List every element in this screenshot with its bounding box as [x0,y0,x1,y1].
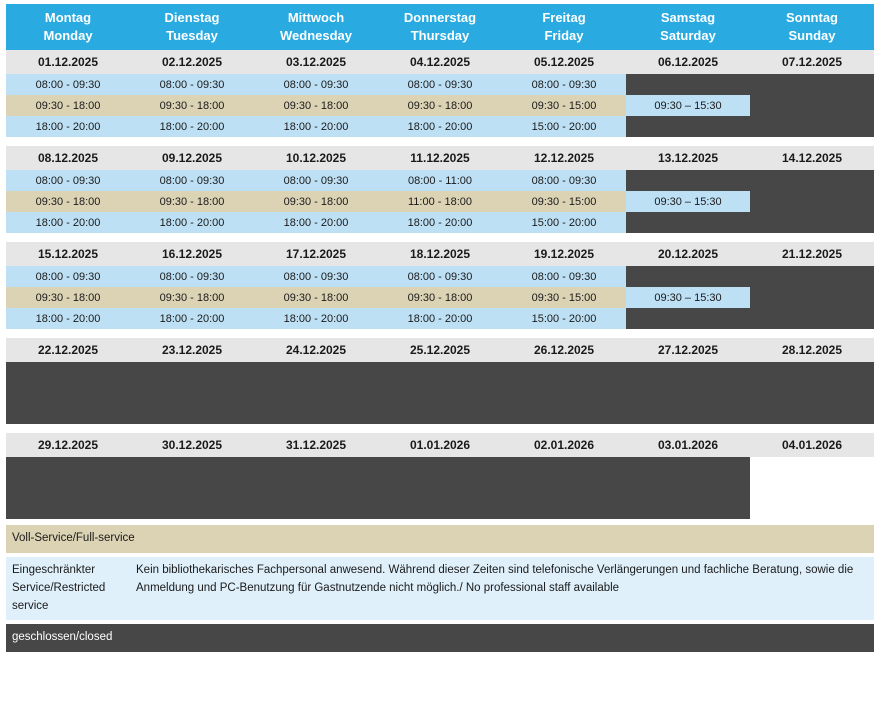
date-cell: 28.12.2025 [750,338,874,362]
slot-row [6,266,874,287]
slot-cell: 18:00 - 20:00 [378,212,502,233]
header-cell-saturday [626,4,750,50]
slot-cell: 08:00 - 09:30 [6,170,130,191]
date-cell: 25.12.2025 [378,338,502,362]
slot-cell-closed [626,308,750,329]
slot-cell: 09:30 – 15:30 [626,191,750,212]
slot-cell-closed [750,116,874,137]
date-cell: 04.12.2025 [378,50,502,74]
date-cell: 19.12.2025 [502,242,626,266]
slot-cell-closed [502,362,626,424]
slot-cell: 18:00 - 20:00 [254,212,378,233]
header-day-de: Freitag [542,10,586,25]
slot-cell: 08:00 - 09:30 [6,266,130,287]
week-spacer [6,233,874,242]
header-cell-sunday [750,4,874,50]
slot-cell: 09:30 - 18:00 [6,95,130,116]
date-cell: 24.12.2025 [254,338,378,362]
date-cell: 22.12.2025 [6,338,130,362]
date-cell: 20.12.2025 [626,242,750,266]
legend-label-full-service: Voll-Service/Full-service [6,525,874,553]
slot-cell-closed [6,457,130,519]
slot-row [6,170,874,191]
slot-cell: 08:00 - 09:30 [254,266,378,287]
slot-cell: 09:30 - 18:00 [130,95,254,116]
legend-table [6,525,874,652]
slot-cell: 09:30 – 15:30 [626,287,750,308]
slot-row [6,308,874,329]
date-cell: 17.12.2025 [254,242,378,266]
date-cell: 18.12.2025 [378,242,502,266]
opening-hours-table [6,4,874,519]
slot-cell: 09:30 - 15:00 [502,95,626,116]
slot-cell: 08:00 - 09:30 [130,266,254,287]
slot-cell: 18:00 - 20:00 [6,116,130,137]
slot-cell-closed [750,74,874,95]
slot-cell: 09:30 - 18:00 [130,191,254,212]
legend-text-restricted: Kein bibliothekarisches Fachpersonal anwesend. Während dieser Zeiten sind telefonische Verlängerungen und fachliche Beratung, sowie die Anmeldung und PC-Benutzung für Gastnutzende nicht möglich./ No professional staff available [130,557,874,620]
slot-cell: 08:00 - 09:30 [130,74,254,95]
header-day-en: Wednesday [279,27,352,43]
slot-cell: 09:30 - 18:00 [6,191,130,212]
slot-row [6,191,874,212]
closed-week-row [6,457,874,519]
date-cell: 08.12.2025 [6,146,130,170]
slot-cell-closed [626,266,750,287]
date-cell: 15.12.2025 [6,242,130,266]
slot-cell: 08:00 - 11:00 [378,170,502,191]
slot-cell-closed [254,457,378,519]
slot-cell: 09:30 – 15:30 [626,95,750,116]
slot-cell-closed [378,457,502,519]
legend-label-restricted: Eingeschränkter Service/Restricted service [6,557,130,620]
date-cell: 29.12.2025 [6,433,130,457]
date-cell: 05.12.2025 [502,50,626,74]
slot-cell: 09:30 - 15:00 [502,191,626,212]
slot-cell: 08:00 - 09:30 [378,266,502,287]
slot-cell-closed [626,212,750,233]
table-header [6,4,874,50]
header-day-de: Montag [44,10,92,25]
legend-row-full-service [6,525,874,553]
slot-cell: 08:00 - 09:30 [502,170,626,191]
date-cell: 27.12.2025 [626,338,750,362]
week-spacer [6,137,874,146]
header-day-en: Thursday [410,27,470,43]
slot-cell-closed [750,95,874,116]
date-cell: 01.01.2026 [378,433,502,457]
date-cell: 03.12.2025 [254,50,378,74]
slot-cell: 08:00 - 09:30 [378,74,502,95]
closed-week-row [6,362,874,424]
slot-cell: 18:00 - 20:00 [130,308,254,329]
slot-cell: 18:00 - 20:00 [254,116,378,137]
date-cell: 26.12.2025 [502,338,626,362]
header-day-en: Sunday [788,27,836,43]
date-cell: 07.12.2025 [750,50,874,74]
date-row [6,338,874,362]
slot-cell: 08:00 - 09:30 [130,170,254,191]
slot-cell: 09:30 - 18:00 [254,191,378,212]
slot-cell: 15:00 - 20:00 [502,308,626,329]
slot-cell-closed [626,170,750,191]
slot-cell-closed [626,74,750,95]
slot-cell: 18:00 - 20:00 [378,308,502,329]
table-body [6,50,874,519]
date-cell: 31.12.2025 [254,433,378,457]
slot-cell: 08:00 - 09:30 [6,74,130,95]
slot-cell-closed [626,116,750,137]
slot-cell-closed [626,362,750,424]
slot-cell: 08:00 - 09:30 [254,74,378,95]
slot-row [6,116,874,137]
header-day-en: Tuesday [166,27,218,43]
date-cell: 13.12.2025 [626,146,750,170]
header-cell-monday [6,4,130,50]
slot-cell-closed [626,457,750,519]
header-day-de: Samstag [660,10,716,25]
legend-label-closed: geschlossen/closed [6,624,874,652]
header-cell-tuesday [130,4,254,50]
legend-row-restricted [6,557,874,620]
week-spacer [6,424,874,433]
slot-cell: 15:00 - 20:00 [502,212,626,233]
slot-cell-closed [750,287,874,308]
slot-cell-closed [750,362,874,424]
slot-cell: 18:00 - 20:00 [6,212,130,233]
slot-cell: 18:00 - 20:00 [6,308,130,329]
slot-cell-closed [750,212,874,233]
slot-row [6,95,874,116]
slot-cell-closed [6,362,130,424]
slot-cell: 09:30 - 18:00 [6,287,130,308]
header-day-de: Dienstag [164,10,220,25]
slot-cell-closed [130,362,254,424]
slot-cell-closed [750,170,874,191]
slot-cell: 09:30 - 18:00 [378,95,502,116]
date-cell: 06.12.2025 [626,50,750,74]
week-spacer [6,329,874,338]
header-row [6,4,874,50]
date-row [6,242,874,266]
date-cell: 30.12.2025 [130,433,254,457]
date-cell: 21.12.2025 [750,242,874,266]
slot-cell: 09:30 - 18:00 [378,287,502,308]
header-day-de: Mittwoch [287,10,345,25]
slot-cell: 11:00 - 18:00 [378,191,502,212]
slot-cell: 09:30 - 18:00 [130,287,254,308]
date-cell: 12.12.2025 [502,146,626,170]
date-cell: 23.12.2025 [130,338,254,362]
slot-cell: 18:00 - 20:00 [378,116,502,137]
slot-cell-closed [502,457,626,519]
date-row [6,50,874,74]
slot-cell-empty [750,457,874,519]
date-cell: 10.12.2025 [254,146,378,170]
slot-cell: 18:00 - 20:00 [130,116,254,137]
date-cell: 02.12.2025 [130,50,254,74]
header-cell-thursday [378,4,502,50]
slot-cell-closed [750,191,874,212]
slot-row [6,287,874,308]
date-row [6,433,874,457]
date-row [6,146,874,170]
header-day-de: Sonntag [786,10,838,25]
slot-cell-closed [750,308,874,329]
header-day-en: Monday [43,27,93,43]
slot-cell: 09:30 - 15:00 [502,287,626,308]
slot-cell-closed [750,266,874,287]
header-day-en: Saturday [660,27,716,43]
date-cell: 16.12.2025 [130,242,254,266]
header-day-en: Friday [544,27,584,43]
slot-cell: 15:00 - 20:00 [502,116,626,137]
slot-cell: 09:30 - 18:00 [254,287,378,308]
header-cell-friday [502,4,626,50]
date-cell: 09.12.2025 [130,146,254,170]
date-cell: 04.01.2026 [750,433,874,457]
slot-cell-closed [378,362,502,424]
slot-cell: 08:00 - 09:30 [502,74,626,95]
slot-row [6,74,874,95]
slot-cell: 09:30 - 18:00 [254,95,378,116]
slot-cell-closed [254,362,378,424]
date-cell: 02.01.2026 [502,433,626,457]
slot-cell: 08:00 - 09:30 [254,170,378,191]
slot-cell: 08:00 - 09:30 [502,266,626,287]
slot-cell: 18:00 - 20:00 [130,212,254,233]
slot-cell: 18:00 - 20:00 [254,308,378,329]
date-cell: 01.12.2025 [6,50,130,74]
header-day-de: Donnerstag [403,10,477,25]
legend-row-closed [6,624,874,652]
slot-row [6,212,874,233]
date-cell: 03.01.2026 [626,433,750,457]
header-cell-wednesday [254,4,378,50]
date-cell: 14.12.2025 [750,146,874,170]
slot-cell-closed [130,457,254,519]
date-cell: 11.12.2025 [378,146,502,170]
